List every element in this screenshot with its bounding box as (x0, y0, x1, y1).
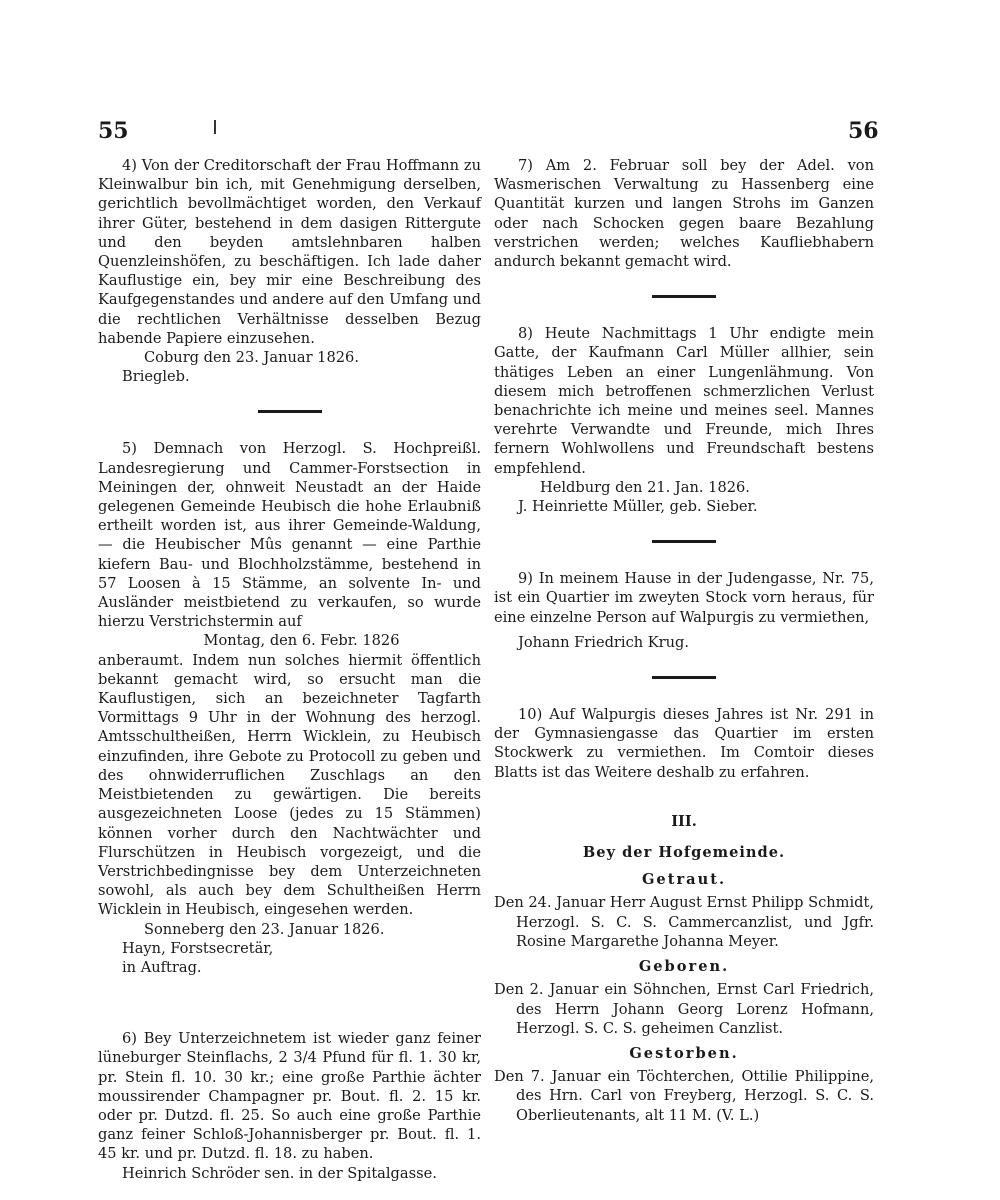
notice-4-date: Coburg den 23. Januar 1826. (144, 349, 359, 367)
notice-5-date: Sonneberg den 23. Januar 1826. (144, 920, 385, 938)
notice-6-signature: Heinrich Schröder sen. in der Spitalgasse. (122, 1164, 437, 1182)
notice-10-text: 10) Auf Walpurgis dieses Jahres ist Nr. 291 in der Gymnasiengasse das Quartier im ersten Stockwerk zu vermiethen. Im Comtoir dieses Blatts ist das Weitere deshalb zu erfahren. (494, 706, 874, 781)
spacer (98, 977, 481, 1029)
notice-8 (494, 324, 874, 516)
notice-5-term-date: Montag, den 6. Febr. 1826 (203, 632, 400, 650)
notice-8-signature: J. Heinriette Müller, geb. Sieber. (518, 498, 758, 516)
notice-5-signature-line2: in Auftrag. (122, 958, 202, 976)
notice-6 (98, 1029, 481, 1183)
born-heading: Geboren. (638, 958, 730, 976)
married-heading: Getraut. (641, 871, 727, 889)
born-entry (494, 980, 874, 1038)
separator-rule (652, 676, 716, 679)
notice-9-text: 9) In meinem Hause in der Judengasse, Nr. 75, ist ein Quartier im zweyten Stock vorn heraus, für eine einzelne Person auf Walpurgis zu vermiethen, (494, 570, 874, 626)
notice-4 (98, 156, 481, 386)
page-number-left: 55 (98, 118, 129, 144)
notice-7-text: 7) Am 2. Februar soll bey der Adel. von Wasmerischen Verwaltung zu Hassenberg eine Quantität kurzen und langen Strohs im Ganzen oder nach Schocken gegen baare Bezahlung verstrichen werden; welches Kaufliebhabern andurch bekannt gemacht wird. (494, 157, 874, 271)
notice-5 (98, 439, 481, 977)
notice-5-text: 5) Demnach von Herzogl. S. Hochpreißl. Landesregierung und Cammer-Forstsection in Meiningen der, ohnweit Neustadt an der Haide gelegenen Gemeinde Heubisch die hohe Erlaubniß ertheilt worden ist, aus ihrer Gemeinde-Waldung, — die Heubischer Mûs genannt — eine Parthie kiefern Bau- und Blochholzstämme, bestehend in 57 Loosen à 15 Stämme, an solvente In- und Ausländer meistbietend zu verkaufen, so wurde hierzu Verstrichstermin auf (98, 440, 481, 631)
separator-rule (258, 410, 322, 413)
notice-4-text: 4) Von der Creditorschaft der Frau Hoffmann zu Kleinwalbur bin ich, mit Genehmigung derselben, gerichtlich bevollmächtiget worden, den Verkauf ihrer Güter, bestehend in dem dasigen Rittergute und den beyden amtslehnbaren halben Quenzleinshöfen, zu beschäftigen. Ich lade daher Kauflustige ein, bey mir eine Beschreibung des Kaufgegenstandes und andere auf den Umfang und die rechtlichen Verhältnisse desselben Bezug habende Papiere einzusehen. (98, 157, 481, 347)
margin-mark (214, 120, 216, 134)
notice-7 (494, 156, 874, 271)
page-number-right: 56 (848, 118, 879, 144)
notice-8-date: Heldburg den 21. Jan. 1826. (540, 478, 750, 496)
died-entry (494, 1067, 874, 1125)
right-column (494, 156, 874, 1125)
married-entry (494, 893, 874, 951)
died-text: Den 7. Januar ein Töchterchen, Ottilie Philippine, des Hrn. Carl von Freyberg, Herzogl. S. C. S. Oberlieutenants, alt 11 M. (V. L.) (494, 1068, 874, 1124)
notice-5-text-continued: anberaumt. Indem nun solches hiermit öffentlich bekannt gemacht wird, so ersucht man die Kauflustigen, sich an bezeichneter Tagfarth Vormittags 9 Uhr in der Wohnung des herzogl. Amtsschultheißen, Herrn Wicklein, zu Heubisch einzufinden, ihre Gebote zu Protocoll zu geben und des ohnwiderruflichen Zuschlags an den Meistbietenden zu gewärtigen. Die bereits ausgezeichneten Loose (jedes zu 15 Stämmen) können vorher durch den Nachtwächter und Flurschützen in Heubisch vorgezeigt, und die Verstrichbedingnisse bey dem Unterzeichneten sowohl, als auch bey dem Schultheißen Herrn Wicklein in Heubisch, eingesehen werden. (98, 651, 481, 919)
married-text: Den 24. Januar Herr August Ernst Philipp Schmidt, Herzogl. S. C. S. Cammercanzlist, und Jgfr. Rosine Margarethe Johanna Meyer. (494, 894, 875, 950)
notice-9 (494, 569, 874, 652)
notice-6-text: 6) Bey Unterzeichnetem ist wieder ganz feiner lüneburger Steinflachs, 2 3/4 Pfund für fl. 1. 30 kr, pr. Stein fl. 10. 30 kr.; eine große Parthie ächter moussirender Champagner pr. Bout. fl. 2. 15 kr. oder pr. Dutzd. fl. 25. So auch eine große Parthie ganz feiner Schloß-Johannisberger pr. Bout. fl. 1. 45 kr. und pr. Dutzd. fl. 18. zu haben. (98, 1030, 481, 1163)
notice-10 (494, 705, 874, 782)
section-heading: Bey der Hofgemeinde. (582, 844, 786, 862)
separator-rule (652, 295, 716, 298)
notice-8-text: 8) Heute Nachmittags 1 Uhr endigte mein Gatte, der Kaufmann Carl Müller allhier, sein thätiges Leben an einer Lungenlähmung. Von diesem mich betroffenen schmerzlichen Verlust benachrichte ich meine und meines seel. Mannes verehrte Verwandte und Freunde, mich Ihres fernern Wohlwollens und Freundschaft bestens empfehlend. (494, 325, 874, 477)
section-number: III. (671, 812, 697, 830)
notice-9-signature: Johann Friedrich Krug. (518, 633, 690, 651)
notice-5-signature-line1: Hayn, Forstsecretär, (122, 939, 274, 957)
born-text: Den 2. Januar ein Söhnchen, Ernst Carl Friedrich, des Herrn Johann Georg Lorenz Hofmann, Herzogl. S. C. S. geheimen Canzlist. (494, 981, 874, 1037)
left-column (98, 156, 481, 1183)
notice-4-signature: Briegleb. (122, 368, 190, 386)
separator-rule (652, 540, 716, 543)
died-heading: Gestorben. (629, 1044, 739, 1062)
